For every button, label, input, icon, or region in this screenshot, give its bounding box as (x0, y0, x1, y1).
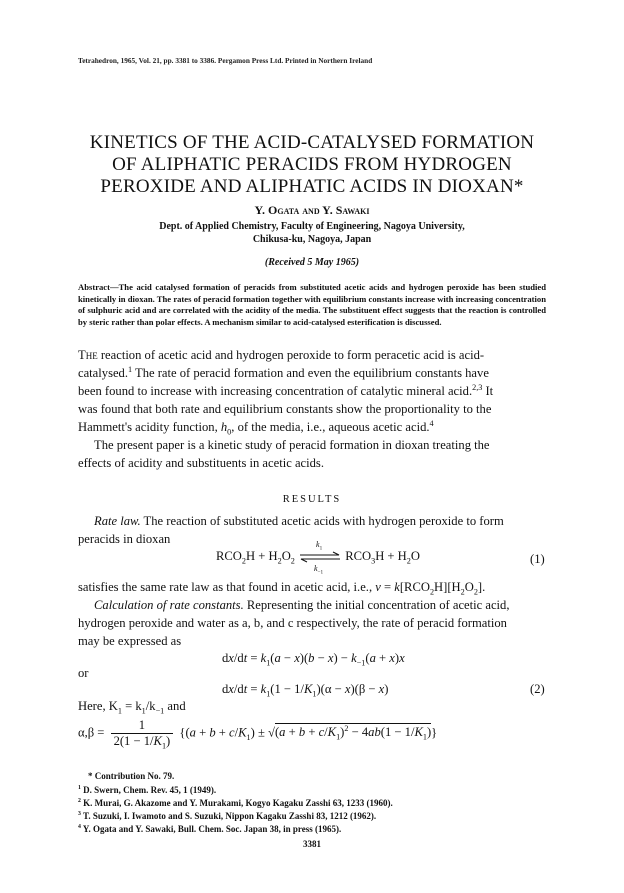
footnote-2-text: K. Murai, G. Akazome and Y. Murakami, Kogyo Kagaku Zasshi 63, 1233 (1960). (83, 798, 393, 808)
equilibrium-arrow-icon (298, 550, 342, 564)
intro-line-2 (78, 366, 546, 381)
rate-law-line-1 (94, 514, 562, 529)
equilibrium-arrows: $k_1$ $k_{-1}$ (298, 550, 342, 564)
calc-line-3: may be expressed as (78, 634, 182, 648)
calc-line-1 (94, 598, 562, 613)
here-text-4: and (164, 699, 186, 713)
intro-smallcaps: he (85, 348, 98, 362)
results-heading: RESULTS (282, 494, 342, 505)
h0-symbol: h (220, 420, 228, 434)
fraction: $\frac{1}{2(1 - 1/K_1)}$ (111, 718, 174, 749)
ref-2-3: 2,3 (472, 382, 483, 392)
intro-text-5b: , of the media, i.e., aqueous acetic acid. (231, 420, 430, 434)
authors: Y. Ogata and Y. Sawaki (254, 203, 370, 217)
footnote-1-text: D. Swern, Chem. Rev. 45, 1 (1949). (83, 785, 217, 795)
here-text-2: = k (121, 699, 142, 713)
intro-text-2: catalysed. (78, 366, 128, 380)
received-date: (Received 5 May 1965) (264, 257, 360, 268)
rate-law-text: The reaction of substituted acetic acids with hydrogen peroxide to form (140, 514, 504, 528)
intro-line-4: was found that both rate and equilibrium constants show the proportionality to the (78, 402, 492, 416)
title-line-1: KINETICS OF THE ACID-CATALYSED FORMATION (89, 132, 535, 153)
abstract-text: —The acid catalysed formation of peracids from substituted acetic acids and hydrogen peroxide has been studied kinetically in dioxan. The rates of peracid formation together with equilibrium constants increase with increasing concentration of sulphuric acid and are correlated with the acidity of the media. The substituent effect suggests that the reaction is controlled by steric rather than polar effects. A mechanism similar to acid-catalysed esterification is discussed. (78, 282, 546, 327)
affiliation-line-1: Dept. of Applied Chemistry, Faculty of Engineering, Nagoya University, (159, 221, 465, 232)
page-number: 3381 (303, 839, 321, 849)
footnote-star: * Contribution No. 79. (88, 771, 175, 781)
footnote-4: $^4$ Y. Ogata and Y. Sawaki, Bull. Chem. Soc. Japan 38, in press (1965). (78, 824, 342, 834)
rate-equation-a: $dx/dt = k_1(a - x)(b - x) - k_{-1}(a + x)x$ (222, 651, 405, 668)
intro-line-5 (78, 420, 546, 435)
intro-text-2b: The rate of peracid formation and even the equilibrium constants have (132, 366, 489, 380)
calc-text: Representing the initial concentration of acetic acid, (243, 598, 510, 612)
intro-text-3b: It (482, 384, 494, 398)
calc-label: Calculation of rate constants. (94, 598, 244, 612)
intro-line-7: effects of acidity and substituents in acetic acids. (78, 456, 324, 470)
footnote-2: $^2$ K. Murai, G. Akazome and Y. Murakami, Kogyo Kagaku Zasshi 63, 1233 (1960). (78, 798, 393, 808)
h0-subscript: 0 (227, 427, 232, 437)
or-text: or (78, 666, 89, 680)
rate-equation-b: $dx/dt = k_1(1 - 1/K_1)(\alpha - x)(\beta - x)$ (222, 682, 389, 699)
footnote-1: $^1$ D. Swern, Chem. Rev. 45, 1 (1949). (78, 785, 217, 795)
intro-text-1: reaction of acetic acid and hydrogen peroxide to form peracetic acid is acid- (97, 348, 485, 362)
ref-1: 1 (128, 364, 133, 374)
here-text: Here, K (78, 699, 118, 713)
intro-text-5: Hammett's acidity function, (78, 420, 221, 434)
calc-line-2: hydrogen peroxide and water as a, b, and c respectively, the rate of peracid formation (78, 616, 507, 630)
ref-4: 4 (429, 418, 434, 428)
abstract (78, 282, 546, 328)
intro-text-3: been found to increase with increasing concentration of catalytic mineral acid. (78, 384, 473, 398)
intro-dropcap: T (78, 348, 86, 362)
rate-law-line-2: peracids in dioxan (78, 532, 171, 546)
abstract-label: Abstract (78, 282, 110, 292)
intro-line-1 (78, 348, 546, 363)
here-line: Here, $K_1 = k_1/k_{-1}$ and (78, 699, 186, 716)
title-line-3: PEROXIDE AND ALIPHATIC ACIDS IN DIOXAN* (100, 176, 524, 197)
equation-1: $RCO_2H + H_2O_2$ $k_1$ $k_{-1}$ $RCO_3H + H_2O$ (216, 540, 420, 576)
journal-header: Tetrahedron, 1965, Vol. 21, pp. 3381 to 3386. Pergamon Press Ltd. Printed in Northern Ireland (78, 56, 373, 65)
here-text-3: /k (145, 699, 156, 713)
footnote-3: $^3$ T. Suzuki, I. Iwamoto and S. Suzuki, Nippon Kagaku Zasshi 83, 1212 (1962). (78, 811, 377, 821)
alpha-beta-equation: α,β = $\frac{1}{2(1 - 1/K_1)}$ $\{(a + b + c/K_1) \pm √(a + b + c/K_1)^2 - 4ab(1 - 1/K_1)\}$ (78, 718, 438, 751)
intro-line-6: The present paper is a kinetic study of peracid formation in dioxan treating the (94, 438, 490, 452)
rate-law-label: Rate law. (94, 514, 141, 528)
title-line-2: OF ALIPHATIC PERACIDS FROM HYDROGEN (112, 154, 512, 175)
affiliation-line-2: Chikusa-ku, Nagoya, Japan (252, 234, 372, 245)
equation-1-number: (1) (530, 552, 545, 566)
satisfies-line: satisfies the same rate law as that found in acetic acid, i.e., $v = k[RCO_2H][H_2O_2]$. (78, 580, 486, 597)
footnote-4-text: Y. Ogata and Y. Sawaki, Bull. Chem. Soc. Japan 38, in press (1965). (82, 824, 342, 834)
intro-line-3 (78, 384, 546, 399)
footnote-3-text: T. Suzuki, I. Iwamoto and S. Suzuki, Nippon Kagaku Zasshi 83, 1212 (1962). (83, 811, 377, 821)
equation-2-number: (2) (530, 682, 545, 696)
satisfies-text: satisfies the same rate law as that found in acetic acid, i.e., (78, 580, 376, 594)
